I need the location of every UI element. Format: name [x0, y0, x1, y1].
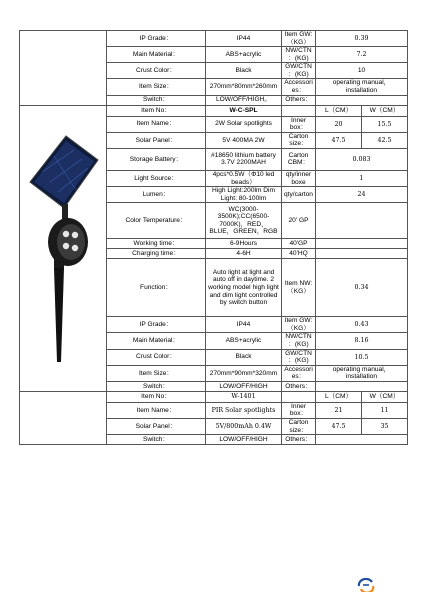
spec-label: Item No： [107, 391, 206, 402]
spec-label: Solar Panel： [107, 132, 206, 148]
spec-value: Black [206, 63, 282, 79]
spec-value: High Light:200lm Dim Light: 80-100lm [206, 187, 282, 203]
spec-label: Crust Color： [107, 349, 206, 365]
packing-value: 0.39 [316, 31, 408, 47]
packing-label: Carton CBM： [282, 148, 316, 170]
spec-label: Storage Battery： [107, 148, 206, 170]
packing-value-length: 47.5 [316, 132, 362, 148]
packing-value-length: L（CM） [316, 391, 362, 402]
packing-value: 24 [316, 187, 408, 203]
spec-label: IP Grade： [107, 31, 206, 47]
packing-value [316, 203, 408, 239]
packing-label: GW/CTN：(KG) [282, 349, 316, 365]
spec-label: Working time： [107, 239, 206, 249]
packing-label: 20' GP [282, 203, 316, 239]
packing-value: 0.083 [316, 148, 408, 170]
spec-label: Main Material： [107, 333, 206, 349]
spec-label: IP Grade： [107, 317, 206, 333]
packing-label: Item GW:（KG） [282, 31, 316, 47]
packing-value: operating manual，installation [316, 365, 408, 381]
table-row [20, 391, 408, 402]
spec-value: 4pcs*0.5W（Φ10 led beads） [206, 170, 282, 186]
spec-value: W-C-SPL [206, 105, 282, 116]
packing-value: operating manual，installation [316, 79, 408, 95]
blank-image-cell [20, 31, 107, 106]
spec-label: Switch： [107, 381, 206, 391]
packing-label: NW/CTN：(KG) [282, 47, 316, 63]
packing-label: Accessories： [282, 79, 316, 95]
spec-label: Item Size： [107, 365, 206, 381]
spec-value: IP44 [206, 317, 282, 333]
packing-value-length: 20 [316, 116, 362, 132]
spec-value: W-1401 [206, 391, 282, 402]
packing-value: 1 [316, 170, 408, 186]
packing-value: 10.5 [316, 349, 408, 365]
spec-label: Switch： [107, 435, 206, 445]
table-row [20, 31, 408, 47]
packing-label: Others： [282, 381, 316, 391]
product-image-cell [20, 105, 107, 391]
packing-label: Item GW:（KG） [282, 317, 316, 333]
packing-value-width: W（CM） [362, 391, 408, 402]
spec-sheet-table [19, 30, 408, 445]
packing-value-width: 35 [362, 419, 408, 435]
packing-label [282, 105, 316, 116]
spec-value: IP44 [206, 31, 282, 47]
packing-value [316, 249, 408, 259]
packing-label: 40'HQ [282, 249, 316, 259]
spec-label: Main Material： [107, 47, 206, 63]
spec-value: LOW/OFF/HIGH。 [206, 95, 282, 105]
packing-value [316, 381, 408, 391]
packing-value-length: 47.5 [316, 419, 362, 435]
packing-label: Item NW:（KG） [282, 259, 316, 317]
spec-label: Item Name： [107, 402, 206, 418]
spec-value: 6-9Hours [206, 239, 282, 249]
spec-value: 4-6H [206, 249, 282, 259]
packing-value: 10 [316, 63, 408, 79]
packing-label: Accessories： [282, 365, 316, 381]
blank-image-cell [20, 391, 107, 444]
packing-label: Carton size： [282, 132, 316, 148]
packing-label: NW/CTN：(KG) [282, 333, 316, 349]
spec-label: Item Name： [107, 116, 206, 132]
spec-label: Charging time： [107, 249, 206, 259]
spec-label: Item No： [107, 105, 206, 116]
packing-label: Inner box： [282, 116, 316, 132]
spec-label: Light Source： [107, 170, 206, 186]
packing-label: GW/CTN：(KG) [282, 63, 316, 79]
packing-label: 40'GP [282, 239, 316, 249]
packing-value-width: 11 [362, 402, 408, 418]
solar-spotlight-photo-icon [20, 112, 107, 382]
packing-value-length: 21 [316, 402, 362, 418]
spec-value: 5V 400MA 2W [206, 132, 282, 148]
packing-value [316, 239, 408, 249]
spec-value: 270mm*80mm*260mm [206, 79, 282, 95]
packing-value [316, 95, 408, 105]
spec-value: Auto light at light and auto off in daytime. 2 working model high light and dim light controlled by switch button [206, 259, 282, 317]
spec-value: LOW/OFF/HIGH [206, 381, 282, 391]
spec-value: 2W Solar spotlights [206, 116, 282, 132]
packing-label: Others： [282, 95, 316, 105]
packing-value-width: W（CM） [362, 105, 408, 116]
spec-value: ABS+acrylic [206, 47, 282, 63]
spec-value: ABS+acrylic [206, 333, 282, 349]
packing-value-width: 15.5 [362, 116, 408, 132]
spec-label: Lumen： [107, 187, 206, 203]
spec-value: PIR Solar spotlights [206, 402, 282, 418]
packing-label: Inner box： [282, 402, 316, 418]
spec-value: 270mm*90mm*320mm [206, 365, 282, 381]
packing-value: 8.16 [316, 333, 408, 349]
spec-label: Item Size： [107, 79, 206, 95]
spec-value: #18650 lithium battery 3.7V 2200MAH [206, 148, 282, 170]
packing-value: 7.2 [316, 47, 408, 63]
spec-label: Switch： [107, 95, 206, 105]
packing-value [316, 435, 408, 445]
company-logo-icon [357, 578, 375, 592]
packing-label: qty/carton [282, 187, 316, 203]
packing-value: 0.34 [316, 259, 408, 317]
spec-label: Crust Color： [107, 63, 206, 79]
spec-value: LOW/OFF/HIGH [206, 435, 282, 445]
packing-label: Others： [282, 435, 316, 445]
packing-label [282, 391, 316, 402]
spec-value: WC(3000-3500K);CC(6500-7000K)，RED，BLUE，GREEN，RGB [206, 203, 282, 239]
spec-value: 5V/800mAh 0.4W [206, 419, 282, 435]
spec-label: Solar Panel： [107, 419, 206, 435]
spec-label: Color Temperature： [107, 203, 206, 239]
spec-label: Function： [107, 259, 206, 317]
packing-value-width: 42.5 [362, 132, 408, 148]
packing-label: Carton size： [282, 419, 316, 435]
packing-value: 0.43 [316, 317, 408, 333]
packing-value-length: L（CM） [316, 105, 362, 116]
table-row [20, 105, 408, 116]
spec-value: Black [206, 349, 282, 365]
packing-label: qty/inner boxe [282, 170, 316, 186]
